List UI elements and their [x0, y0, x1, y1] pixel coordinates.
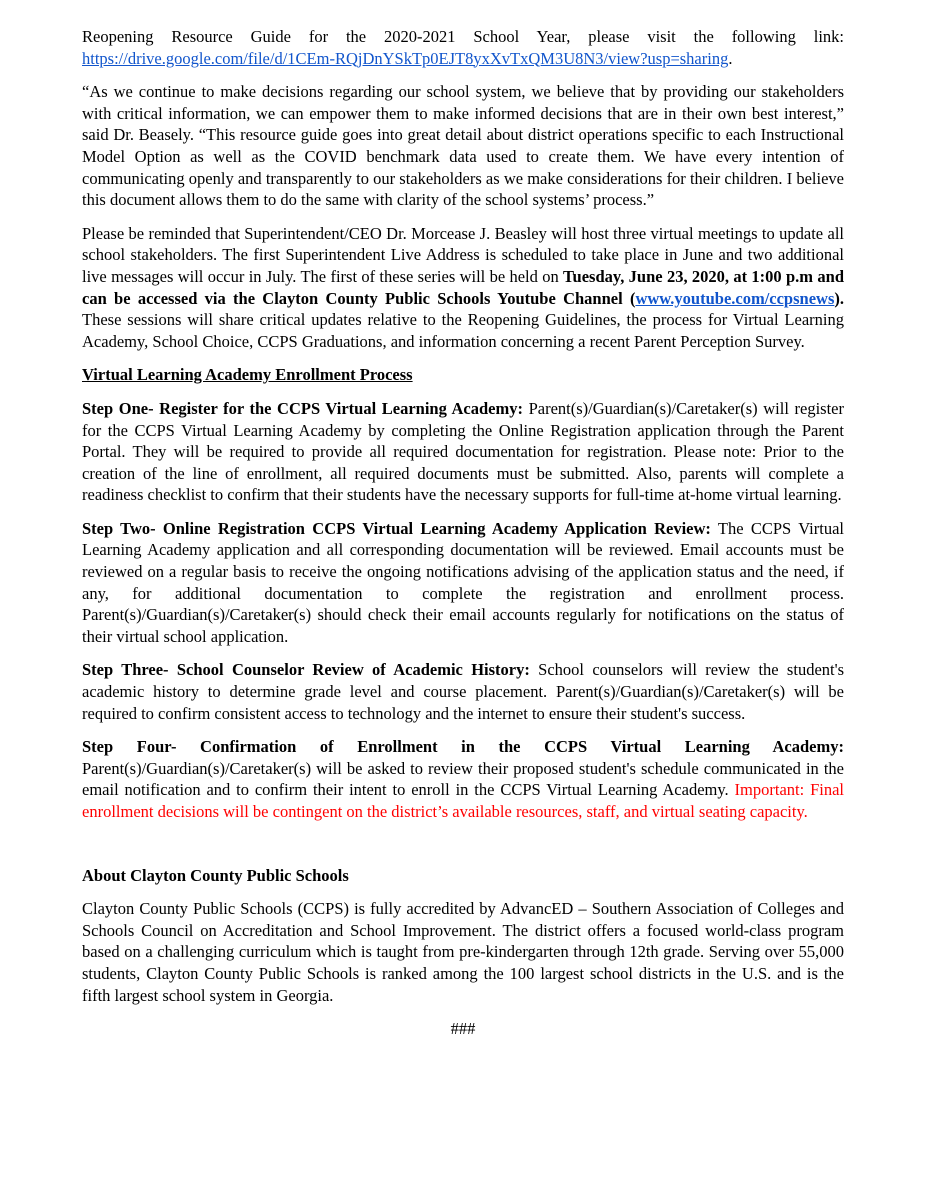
- resource-guide-link[interactable]: https://drive.google.com/file/d/1CEm-RQjDnYSkTp0EJT8yxXvTxQM3U8N3/view?usp=sharing: [82, 48, 729, 68]
- step-three-body: School counselors will review the student's academic history to determine grade level and course placement. Parent(s)/Guardian(s)/Caretaker(s) will be required to confirm consistent access to technology and the internet to ensure their student's success.: [82, 660, 844, 723]
- step-two-paragraph: [82, 518, 844, 648]
- enrollment-heading: Virtual Learning Academy Enrollment Process: [82, 365, 413, 385]
- step-three-paragraph: [82, 659, 844, 724]
- youtube-link[interactable]: www.youtube.com/ccpsnews: [635, 288, 835, 308]
- step-one-title: Step One- Register for the CCPS Virtual Learning Academy:: [82, 398, 523, 418]
- quote-paragraph: “As we continue to make decisions regarding our school system, we believe that by providing our stakeholders with critical information, we can empower them to make informed decisions that are in their own best interest,” said Dr. Beasely. “This resource guide goes into great detail about district operations specific to each Instructional Model Option as well as the COVID benchmark data used to create them. We have every intention of communicating openly and transparently to our stakeholders as we make considerations for their children. I believe this document allows them to do the same with clarity of the school systems’ process.”: [82, 82, 844, 210]
- end-mark: ###: [450, 1019, 476, 1039]
- step-two-title: Step Two- Online Registration CCPS Virtual Learning Academy Application Review:: [82, 518, 711, 538]
- reminder-text-1: Please be reminded that Superintendent/CEO Dr. Morcease J. Beasley will host three virtual meetings to update all school stakeholders. The first Superintendent Live Address is scheduled to take place in June and two additional live messages will occur in July. The first of these series will be held on: [82, 223, 844, 286]
- step-three-title: Step Three- School Counselor Review of Academic History:: [82, 660, 530, 680]
- important-notice: Important: Final enrollment decisions will be contingent on the district’s available resources, staff, and virtual seating capacity.: [82, 780, 844, 821]
- about-paragraph: Clayton County Public Schools (CCPS) is fully accredited by AdvancED – Southern Association of Colleges and Schools Council on Accreditation and School Improvement. The district offers a focused world-class program based on a challenging curriculum which is taught from pre-kindergarten through 12th grade. Serving over 55,000 students, Clayton County Public Schools is ranked among the 100 largest school districts in the U.S. and is the fifth largest school system in Georgia.: [82, 899, 844, 1005]
- step-four-body: Parent(s)/Guardian(s)/Caretaker(s) will be asked to review their proposed student's schedule communicated in the email notification and to confirm their intent to enroll in the CCPS Virtual Learning Academy.: [82, 758, 844, 800]
- step-one-body: Parent(s)/Guardian(s)/Caretaker(s) will register for the CCPS Virtual Learning Academy by completing the Online Registration application through the Parent Portal. They will be required to provide all required documentation for registration. Please note: Prior to the creation of the line of enrollment, all required documents must be submitted. Also, parents will complete a readiness checklist to confirm that their students have the necessary supports for full-time at-home virtual learning.: [82, 398, 844, 505]
- reminder-bold-2: ).: [834, 288, 844, 308]
- reminder-bold-1: Tuesday, June 23, 2020, at 1:00 p.m and can be accessed via the Clayton County Public Schools Youtube Channel (: [82, 266, 844, 308]
- document-page: [82, 26, 844, 1040]
- step-four-paragraph: [82, 736, 844, 822]
- reminder-text-2: These sessions will share critical updates relative to the Reopening Guidelines, the process for Virtual Learning Academy, School Choice, CCPS Graduations, and information concerning a recent Parent Perception Survey.: [82, 310, 844, 351]
- intro-text: Reopening Resource Guide for the 2020-2021 School Year, please visit the following link:: [82, 27, 844, 46]
- step-one-paragraph: [82, 398, 844, 506]
- intro-paragraph: [82, 26, 844, 69]
- step-two-body: The CCPS Virtual Learning Academy application and all corresponding documentation will be reviewed. Email accounts must be reviewed on a regular basis to receive the ongoing notifications advising of the application status and the need, if any, for additional documentation to complete the registration and enrollment process. Parent(s)/Guardian(s)/Caretaker(s) should check their email accounts regularly for notifications on the status of their virtual school application.: [82, 518, 844, 646]
- about-heading: About Clayton County Public Schools: [82, 865, 349, 885]
- intro-end: .: [728, 48, 733, 68]
- reminder-paragraph: [82, 223, 844, 353]
- spacer: [82, 835, 844, 865]
- step-four-title: Step Four- Confirmation of Enrollment in the CCPS Virtual Learning Academy:: [82, 737, 844, 757]
